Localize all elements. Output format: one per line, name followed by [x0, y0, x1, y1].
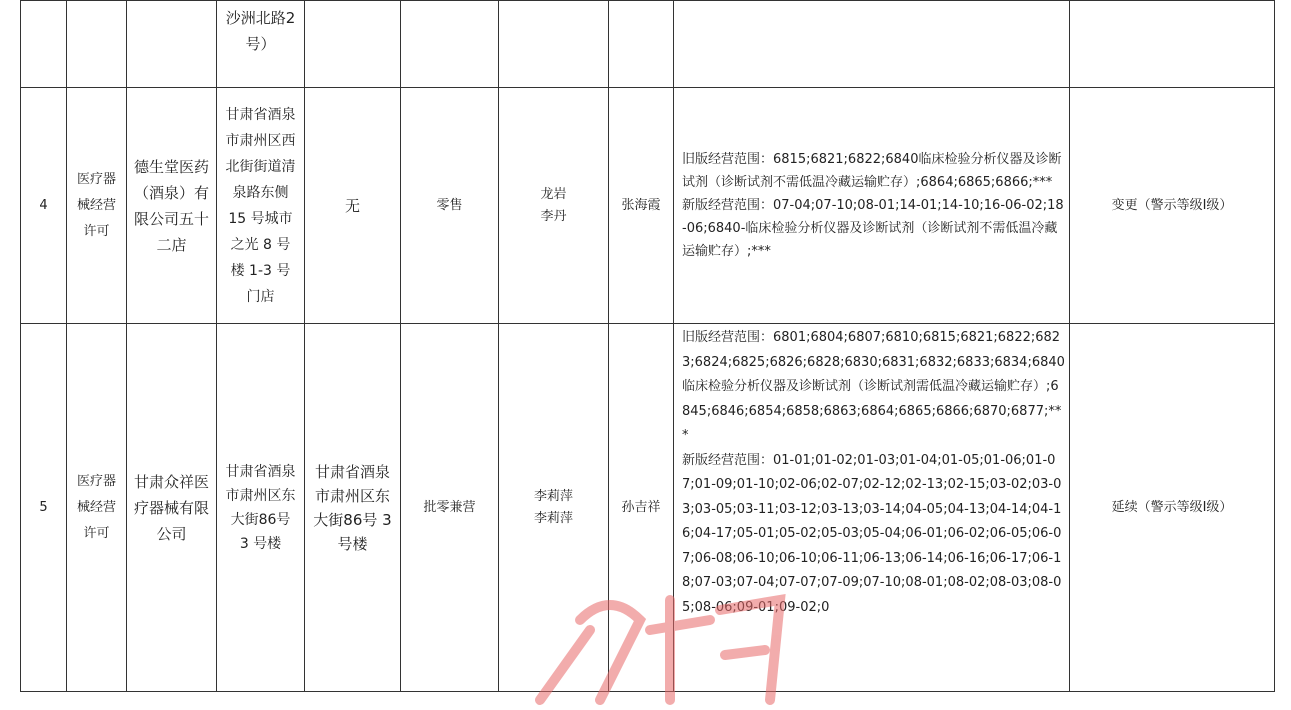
- license-type: [67, 1, 127, 88]
- scope-old: 旧版经营范围：6815;6821;6822;6840临床检验分析仪器及诊断试剂（诊断试剂不需低温冷藏运输贮存）;6864;6865;6866;***: [682, 152, 1062, 190]
- quality-manager: [609, 1, 674, 88]
- business-mode: 零售: [401, 88, 499, 324]
- change-result: [1070, 1, 1275, 88]
- table-row: [21, 88, 1275, 324]
- responsible-persons: 龙岩 李丹: [499, 88, 609, 324]
- warehouse-address: 甘肃省酒泉市肃州区东大街86号 3 号楼: [305, 324, 401, 692]
- responsible-persons: 李莉萍 李莉萍: [499, 324, 609, 692]
- company-name: [127, 1, 217, 88]
- business-mode: 批零兼营: [401, 324, 499, 692]
- row-number: [21, 1, 67, 88]
- business-mode: [401, 1, 499, 88]
- license-type: 医疗器械经营许可: [67, 324, 127, 692]
- business-scope: [674, 88, 1070, 324]
- warehouse-address: [305, 1, 401, 88]
- row-number: 5: [21, 324, 67, 692]
- business-scope: [674, 324, 1070, 692]
- registered-address: 甘肃省酒泉市肃州区西北街街道清泉路东侧 15 号城市之光 8 号楼 1-3 号门店: [217, 88, 305, 324]
- row-number: 4: [21, 88, 67, 324]
- registered-address: 甘肃省酒泉市肃州区东大街86号 3 号楼: [217, 324, 305, 692]
- scope-new: 新版经营范围：01-01;01-02;01-03;01-04;01-05;01-06;01-07;01-09;01-10;02-06;02-07;02-12;02-13;02-15;03-02;03-03;03-05;03-11;03-12;03-13;03-14;04-05;04-13;04-14;04-16;04-17;05-01;05-02;05-03;05-04;06-01;06-02;06-05;06-07;06-08;06-10;06-10;06-11;06-13;06-14;06-16;06-17;06-18;07-03;07-04;07-07;07-09;07-10;08-01;08-02;08-03;08-05;08-06;09-01;09-02;0: [682, 452, 1062, 615]
- company-name: 德生堂医药（酒泉）有限公司五十二店: [127, 88, 217, 324]
- license-table: [20, 0, 1275, 692]
- table-row: [21, 324, 1275, 692]
- table-row: [21, 1, 1275, 88]
- warehouse-address: 无: [305, 88, 401, 324]
- registered-address: 沙洲北路2号）: [217, 1, 305, 88]
- business-scope: [674, 1, 1070, 88]
- change-result: 延续（警示等级Ⅰ级）: [1070, 324, 1275, 692]
- quality-manager: 张海霞: [609, 88, 674, 324]
- license-type: 医疗器械经营许可: [67, 88, 127, 324]
- change-result: 变更（警示等级Ⅰ级）: [1070, 88, 1275, 324]
- responsible-persons: [499, 1, 609, 88]
- company-name: 甘肃众祥医疗器械有限公司: [127, 324, 217, 692]
- scope-new: 新版经营范围：07-04;07-10;08-01;14-01;14-10;16-06-02;18-06;6840-临床检验分析仪器及诊断试剂（诊断试剂不需低温冷藏运输贮存）;***: [682, 198, 1064, 259]
- quality-manager: 孙吉祥: [609, 324, 674, 692]
- scope-old: 旧版经营范围：6801;6804;6807;6810;6815;6821;6822;6823;6824;6825;6826;6828;6830;6831;6832;6833;6834;6840 临床检验分析仪器及诊断试剂（诊断试剂需低温冷藏运输贮存）;6845;6846;6854;6858;6863;6864;6865;6866;6870;6877;***: [682, 330, 1065, 443]
